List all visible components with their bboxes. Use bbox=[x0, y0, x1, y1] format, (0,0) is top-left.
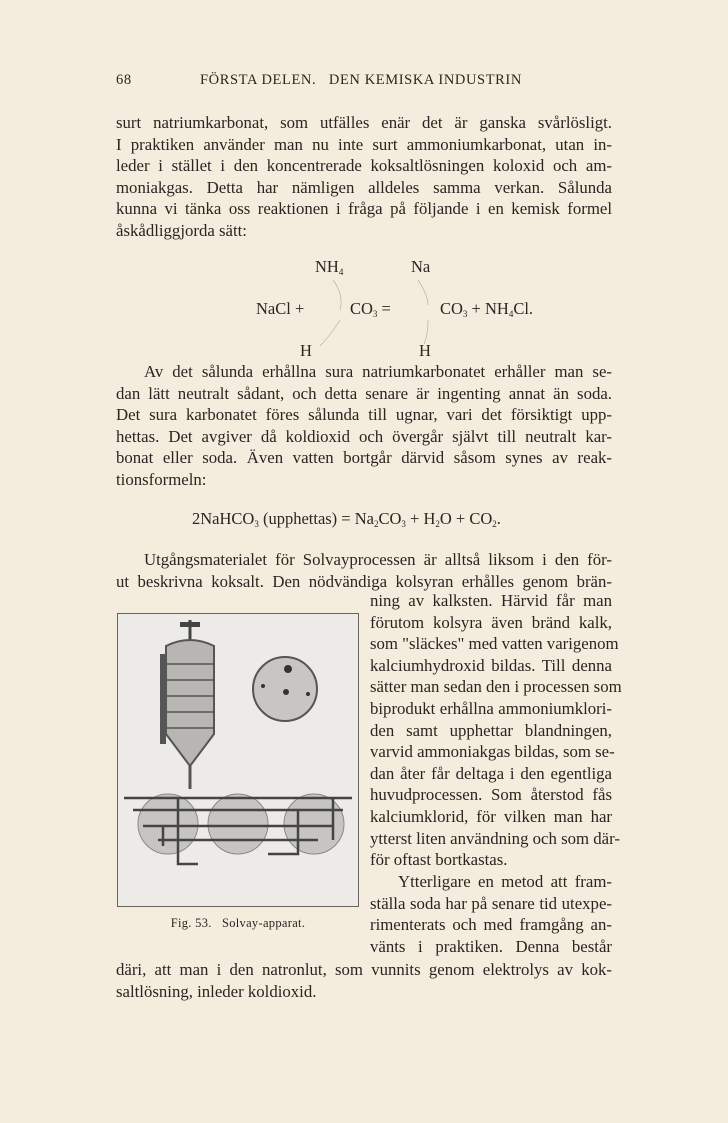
eq1-h-left: H bbox=[300, 341, 312, 360]
text-line: kalciumklorid, för vilken man har bbox=[370, 806, 612, 826]
text-line: kalciumhydroxid bildas. Till denna bbox=[370, 655, 612, 675]
paragraph-2 bbox=[116, 361, 612, 491]
eq1-nacl: NaCl + bbox=[256, 299, 305, 318]
text-line: förutom kolsyra även bränd kalk, bbox=[370, 612, 612, 632]
text-line: sätter man sedan den i processen som bbox=[370, 677, 622, 697]
text-line: för oftast bortkastas. bbox=[370, 850, 508, 870]
paragraph-3 bbox=[116, 549, 612, 592]
text-line: bonat eller soda. Även vatten bortgår därvid såsom synes av reak- bbox=[116, 448, 612, 468]
eq1-nh4: $NH_4$ bbox=[315, 257, 344, 277]
text-line: surt natriumkarbonat, som utfälles enär det är ganska svårlösligt. bbox=[116, 113, 612, 132]
text-line: ning av kalksten. Härvid får man bbox=[370, 591, 612, 610]
eq1-bond-lines bbox=[0, 0, 728, 400]
text-line: åskådliggjorda sätt: bbox=[116, 220, 247, 240]
text-line: saltlösning, inleder koldioxid. bbox=[116, 981, 317, 1001]
eq1-h-right: H bbox=[419, 341, 431, 360]
text-line: biprodukt erhållna ammoniumklori- bbox=[370, 698, 612, 718]
text-line: tionsformeln: bbox=[116, 469, 207, 489]
text-line: dan åter får deltaga i den egentliga bbox=[370, 763, 612, 783]
text-line: ställa soda har på senare tid utexpe- bbox=[370, 893, 612, 913]
text-line: som "släckes" med vatten varigenom bbox=[370, 634, 619, 654]
eq1-co3-left: $CO_3$ = bbox=[350, 299, 391, 319]
text-line: Ytterligare en metod att fram- bbox=[398, 872, 612, 891]
text-line: dan lätt neutralt sådant, och detta senare är ingenting annat än soda. bbox=[116, 383, 612, 403]
paragraph-3-column bbox=[370, 590, 622, 871]
text-line: vänts i praktiken. Denna består bbox=[370, 936, 612, 956]
solvay-apparatus-illustration bbox=[118, 614, 358, 906]
text-line: ytterst liten användning och som där- bbox=[370, 828, 620, 848]
running-title: FÖRSTA DELEN. DEN KEMISKA INDUSTRIN bbox=[200, 72, 522, 88]
equation-2: 2NaHCO$_3$ (upphettas) = $Na_2CO_3 + H_2O + CO_2$. bbox=[192, 509, 501, 529]
text-line: leder i stället i den koncentrerade koksaltlösningen koloxid och am- bbox=[116, 156, 612, 176]
eq1-na: Na bbox=[411, 257, 431, 276]
text-line: moniakgas. Detta har nämligen alldeles samma verkan. Sålunda bbox=[116, 177, 612, 197]
text-line: ut beskrivna koksalt. Den nödvändiga kolsyran erhålles genom brän- bbox=[116, 571, 612, 591]
figure-solvay-apparatus bbox=[117, 613, 359, 907]
text-line: huvudprocessen. Som återstod fås bbox=[370, 785, 612, 805]
text-line: Det sura karbonatet föres sålunda till ugnar, vari det försiktigt upp- bbox=[116, 405, 612, 425]
text-line: däri, att man i den natronlut, som vunnits genom elektrolys av kok- bbox=[116, 960, 612, 979]
eq1-right-side: $CO_3 + NH_4Cl$. bbox=[440, 299, 534, 319]
text-line: I praktiken använder man nu inte surt ammoniumkarbonat, utan in- bbox=[116, 134, 612, 154]
text-line: Utgångsmaterialet för Solvayprocessen är alltså liksom i den för- bbox=[144, 550, 612, 569]
figure-caption: Fig. 53. Solvay-apparat. bbox=[170, 916, 306, 930]
text-line: kunna vi tänka oss reaktionen i fråga på följande i en kemisk formel bbox=[116, 199, 612, 219]
paragraph-4-column bbox=[370, 871, 612, 957]
text-line: hettas. Det avgiver då koldioxid och övergår självt till neutralt kar- bbox=[116, 426, 612, 446]
page-number: 68 bbox=[116, 72, 132, 88]
text-line: Av det sålunda erhållna sura natriumkarbonatet erhåller man se- bbox=[144, 362, 612, 381]
text-line: den samt upphettar blandningen, bbox=[370, 720, 612, 740]
text-line: varvid ammoniakgas bildas, som se- bbox=[370, 742, 615, 762]
paragraph-4 bbox=[116, 959, 612, 1002]
text-line: rimenterats och med framgång an- bbox=[370, 915, 612, 935]
